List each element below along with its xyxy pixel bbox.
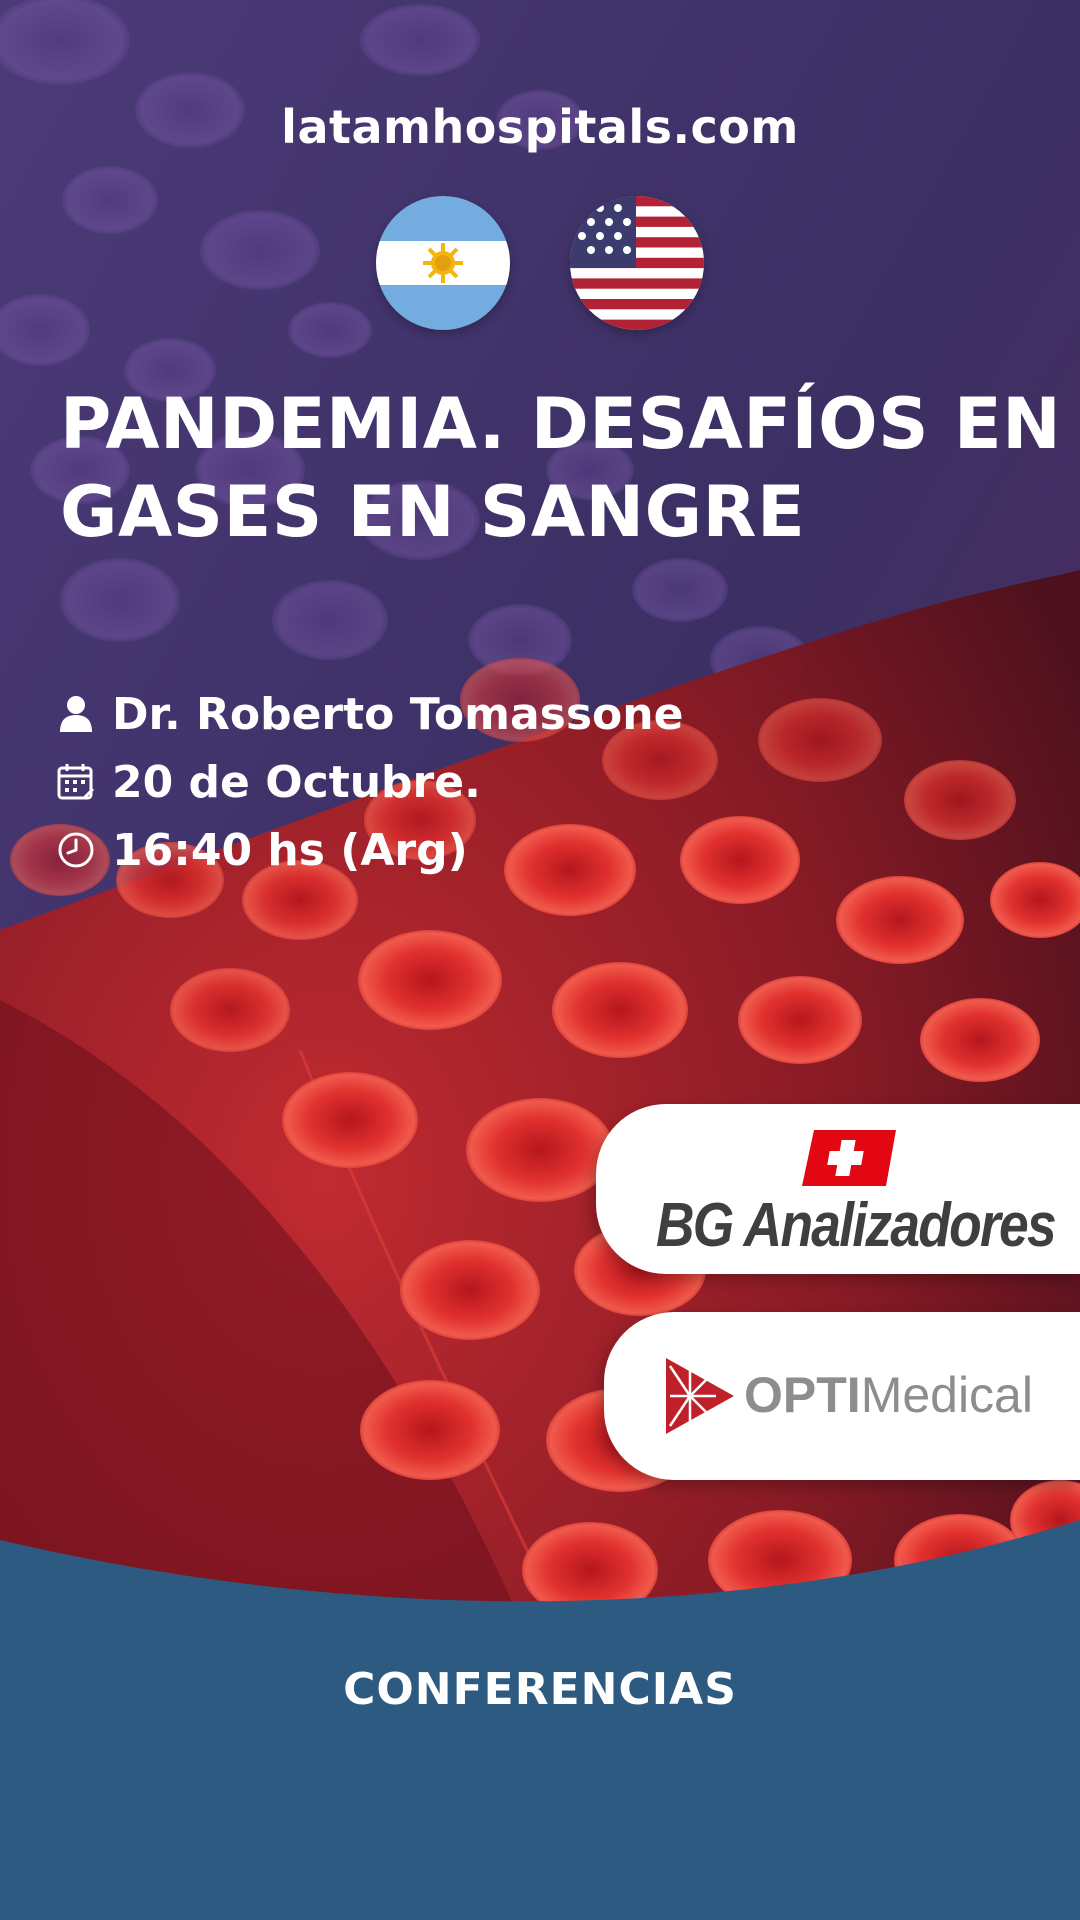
event-date: 20 de Octubre. (112, 756, 481, 808)
speaker-name: Dr. Roberto Tomassone (112, 688, 684, 740)
bg-analizadores-logo: BG Analizadores (656, 1191, 1055, 1260)
event-title (60, 380, 1062, 556)
sponsor-bg-analizadores[interactable] (596, 1104, 1080, 1274)
speaker-row (56, 680, 683, 748)
event-info (56, 680, 683, 884)
optimedical-logo-icon (664, 1356, 736, 1436)
event-title-line-2: GASES EN SANGRE (60, 471, 806, 553)
calendar-icon (56, 762, 96, 802)
optimedical-logo (744, 1366, 1033, 1424)
sponsor-optimedical[interactable] (604, 1312, 1080, 1480)
optimedical-logo-regular: Medical (860, 1367, 1033, 1423)
optimedical-logo-bold: OPTI (744, 1367, 861, 1423)
user-icon (56, 694, 96, 734)
event-time: 16:40 hs (Arg) (112, 824, 468, 876)
time-row (56, 816, 683, 884)
footer-category-label: CONFERENCIAS (343, 1664, 737, 1715)
date-row (56, 748, 683, 816)
usa-flag-icon (570, 196, 704, 330)
site-url[interactable]: latamhospitals.com (281, 100, 799, 154)
clock-icon (56, 830, 96, 870)
event-title-line-1: PANDEMIA. DESAFÍOS EN (60, 383, 1062, 465)
argentina-flag-icon (376, 196, 510, 330)
